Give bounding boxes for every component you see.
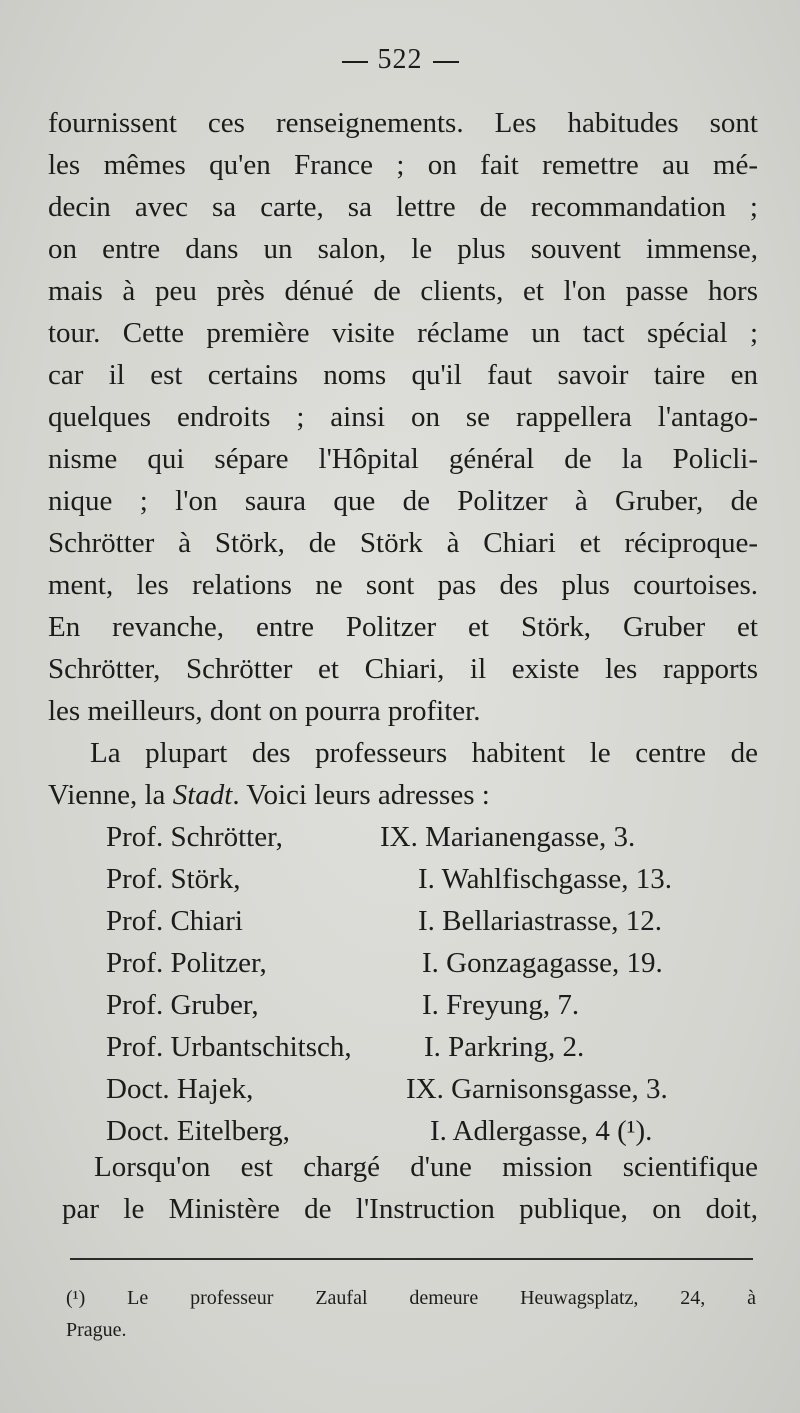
stadt-italic: Stadt (172, 779, 233, 811)
text-line: decin avec sa carte, sa lettre de recommandation ; (48, 191, 758, 223)
address-row (0, 984, 800, 1026)
intro-text-before: Vienne, la (48, 779, 173, 811)
street-address: IX. Garnisonsgasse, 3. (406, 1073, 668, 1105)
intro-line: La plupart des professeurs habitent le centre de (90, 737, 758, 769)
text-line: les mêmes qu'en France ; on fait remettre au mé- (48, 149, 758, 181)
text-line: nique ; l'on saura que de Politzer à Gruber, de (48, 485, 758, 517)
page-number (0, 44, 800, 76)
professor-name: Prof. Gruber, (106, 989, 259, 1021)
footnote-line: (¹) Le professeur Zaufal demeure Heuwagsplatz, 24, à (66, 1287, 756, 1309)
professor-name: Prof. Schrötter, (106, 821, 283, 853)
street-address: I. Freyung, 7. (422, 989, 580, 1021)
text-line: car il est certains noms qu'il faut savoir taire en (48, 359, 758, 391)
folio-dash-right (433, 61, 459, 63)
street-address: I. Parkring, 2. (424, 1031, 585, 1063)
street-address: I. Adlergasse, 4 (¹). (430, 1115, 653, 1147)
footnote-line: Prague. (66, 1319, 127, 1341)
address-row (0, 858, 800, 900)
text-line: tour. Cette première visite réclame un tact spécial ; (48, 317, 758, 349)
intro-line-2 (48, 774, 758, 816)
street-address: I. Bellariastrasse, 12. (418, 905, 663, 937)
address-row (0, 900, 800, 942)
footnote (66, 1282, 756, 1346)
text-line: nisme qui sépare l'Hôpital général de la Policli- (48, 443, 758, 475)
text-line: fournissent ces renseignements. Les habitudes sont (48, 107, 758, 139)
text-line: En revanche, entre Politzer et Störk, Gruber et (48, 611, 758, 643)
footnote-rule (70, 1258, 753, 1260)
address-row (0, 1068, 800, 1110)
page-number-text: 522 (377, 44, 423, 75)
address-row (0, 1026, 800, 1068)
text-line: mais à peu près dénué de clients, et l'on passe hors (48, 275, 758, 307)
intro-text-after: . Voici leurs adresses : (232, 779, 490, 811)
text-line: ment, les relations ne sont pas des plus courtoises. (48, 569, 758, 601)
text-line: Schrötter, Schrötter et Chiari, il existe les rapports (48, 653, 758, 685)
text-line: Schrötter à Störk, de Störk à Chiari et réciproque- (48, 527, 758, 559)
folio-dash-left (342, 61, 368, 63)
text-line: Lorsqu'on est chargé d'une mission scientifique (94, 1151, 758, 1183)
professor-name: Prof. Politzer, (106, 947, 267, 979)
street-address: IX. Marianengasse, 3. (380, 821, 636, 853)
street-address: I. Wahlfischgasse, 13. (418, 863, 673, 895)
professor-name: Prof. Urbantschitsch, (106, 1031, 352, 1063)
text-line: les meilleurs, dont on pourra profiter. (48, 695, 481, 727)
address-row (0, 816, 800, 858)
professor-name: Prof. Chiari (106, 905, 243, 937)
professor-name: Doct. Hajek, (106, 1073, 254, 1105)
professor-name: Doct. Eitelberg, (106, 1115, 290, 1147)
paragraph-3 (62, 1146, 758, 1230)
paragraph-1 (48, 102, 758, 816)
text-line: par le Ministère de l'Instruction publique, on doit, (62, 1193, 758, 1225)
text-line: quelques endroits ; ainsi on se rappellera l'antago- (48, 401, 758, 433)
professor-name: Prof. Störk, (106, 863, 241, 895)
street-address: I. Gonzagagasse, 19. (422, 947, 663, 979)
address-row (0, 942, 800, 984)
text-line: on entre dans un salon, le plus souvent immense, (48, 233, 758, 265)
